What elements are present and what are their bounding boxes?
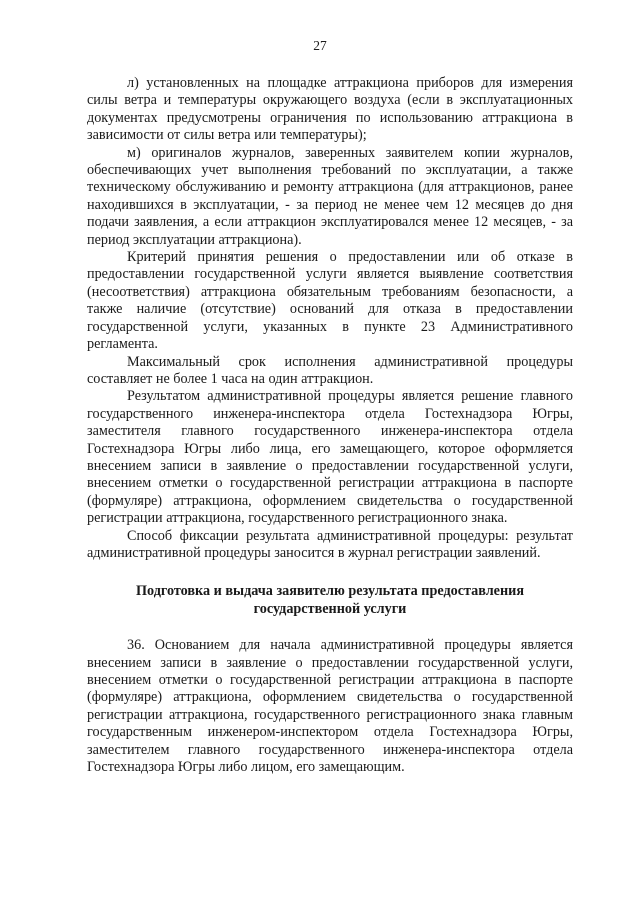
paragraph-decision-criterion: Критерий принятия решения о предоставлении или об отказе в предоставлении государственной услуги является выявление соответствия (несоответствия) аттракциона обязательным требованиям безопасности, а также наличие (отсутствие) оснований для отказа в предоставлении государственной услуги, указанных в пункте 23 Административного регламента.	[87, 249, 573, 353]
paragraph-max-duration: Максимальный срок исполнения административной процедуры составляет не более 1 часа на один аттракцион.	[87, 353, 573, 387]
paragraph-recording-method: Способ фиксации результата административной процедуры: результат административной процедуры заносится в журнал регистрации заявлений.	[87, 527, 573, 561]
paragraph-36: 36. Основанием для начала административной процедуры является внесением записи в заявление о предоставлении государственной услуги, внесением отметки о государственной регистрации аттракциона в паспорте (формуляре) аттракциона, оформлением свидетельства о государственной регистрации аттракциона, государственного регистрационного знака главным государственным инженером-инспектором отдела Гостехнадзора Югры, заместителем главного государственного инженера-инспектора отдела Гостехнадзора Югры либо лицом, его замещающим.	[87, 637, 573, 776]
page-number: 27	[313, 38, 327, 53]
section-heading-line-1: Подготовка и выдача заявителю результата предоставления	[135, 583, 525, 600]
section-heading	[87, 583, 573, 618]
document-body	[87, 75, 573, 776]
paragraph-procedure-result: Результатом административной процедуры является решение главного государственного инженера-инспектора отдела Гостехнадзора Югры, заместителя главного государственного инженера-инспектора отдела Гостехнадзора Югры либо лица, его замещающего, которое оформляется внесением записи в заявление о предоставлении государственной услуги, внесением отметки о государственной регистрации аттракциона в паспорте (формуляре) аттракциона, оформлением свидетельства о государственной регистрации аттракциона, государственного регистрационного знака.	[87, 388, 573, 527]
paragraph-item-l: л) установленных на площадке аттракциона приборов для измерения силы ветра и температуры окружающего воздуха (если в эксплуатационных документах предусмотрены ограничения по использованию аттракциона в зависимости от силы ветра или температуры);	[87, 75, 573, 144]
paragraph-item-m: м) оригиналов журналов, заверенных заявителем копии журналов, обеспечивающих учет выполнения требований по эксплуатации, а также техническому обслуживанию и ремонту аттракциона (для аттракционов, ранее находившихся в эксплуатации, - за период не менее чем 12 месяцев до дня подачи заявления, а если аттракцион эксплуатировался менее 12 месяцев, - за период эксплуатации аттракциона).	[87, 144, 573, 248]
section-heading-line-2: государственной услуги	[253, 600, 407, 617]
